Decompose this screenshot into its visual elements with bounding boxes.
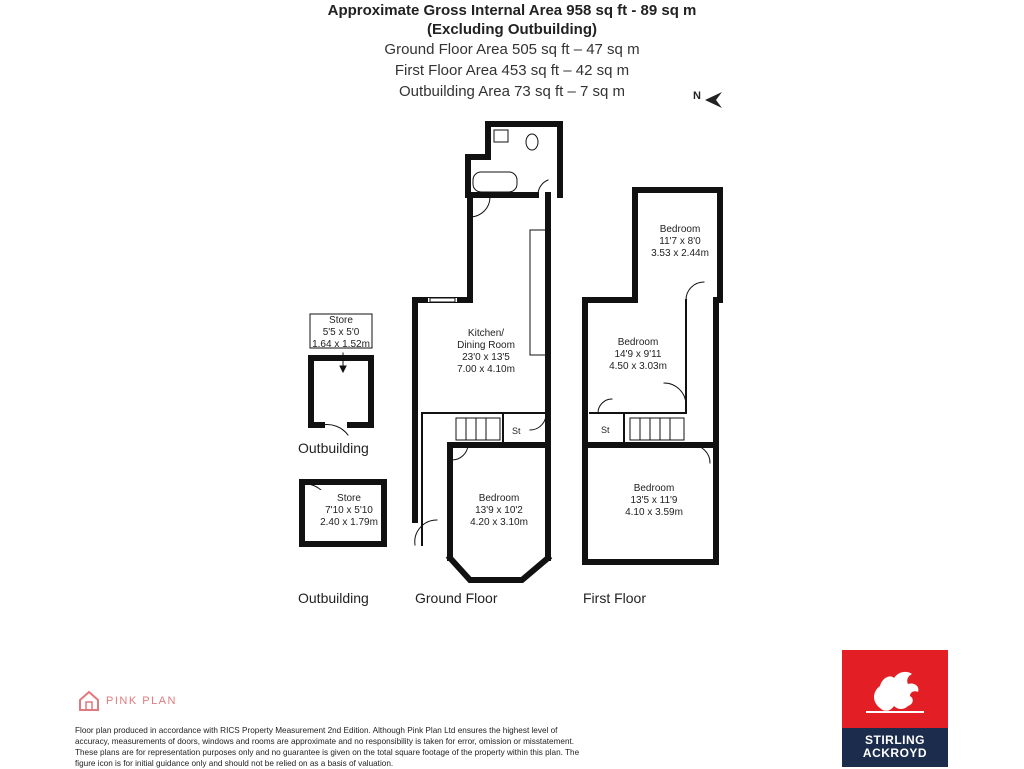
- store-2-imperial: 7'10 x 5'10: [325, 505, 373, 516]
- pink-plan-text: PINK PLAN: [106, 695, 177, 707]
- kitchen-imperial: 23'0 x 13'5: [462, 352, 510, 363]
- outbuilding-area: Outbuilding Area 73 sq ft – 7 sq m: [399, 83, 625, 100]
- ff-bedroom-front-name: Bedroom: [633, 483, 675, 494]
- gf-bedroom-imperial: 13'9 x 10'2: [475, 505, 523, 516]
- outbuilding-label-2: Outbuilding: [298, 590, 369, 606]
- store-1-imperial: 5'5 x 5'0: [322, 327, 360, 338]
- store-2-metric: 2.40 x 1.79m: [320, 517, 378, 528]
- ff-storage-label: St: [601, 425, 610, 435]
- agent-logo-name: [842, 728, 948, 767]
- pink-plan-house-icon: [78, 690, 100, 712]
- ff-bedroom-mid-label: [594, 337, 682, 373]
- ff-bedroom-front-label: [610, 483, 698, 519]
- kitchen-metric: 7.00 x 4.10m: [457, 364, 515, 375]
- first-floor-label: First Floor: [583, 590, 646, 606]
- store-1-metric: 1.64 x 1.52m: [312, 339, 370, 350]
- north-arrow-icon: [705, 92, 722, 108]
- ground-floor-label: Ground Floor: [415, 590, 498, 606]
- store-1-label: [310, 315, 372, 351]
- kitchen-dining-label: [441, 328, 531, 376]
- store-2-name: Store: [337, 493, 361, 504]
- kitchen-name-2: Dining Room: [457, 340, 515, 351]
- gf-bedroom-name: Bedroom: [478, 493, 520, 504]
- ff-bedroom-rear-metric: 3.53 x 2.44m: [651, 248, 709, 259]
- ground-floor-area: Ground Floor Area 505 sq ft – 47 sq m: [384, 41, 640, 58]
- pink-plan-logo: [78, 690, 177, 712]
- griffin-icon: [842, 650, 948, 728]
- gf-storage-label: St: [512, 426, 521, 436]
- ff-bedroom-mid-imperial: 14'9 x 9'11: [614, 349, 662, 360]
- store-1-name: Store: [329, 315, 353, 326]
- ff-bedroom-mid-metric: 4.50 x 3.03m: [609, 361, 667, 372]
- excluding-outbuilding-note: (Excluding Outbuilding): [427, 21, 597, 38]
- ff-bedroom-rear-name: Bedroom: [659, 224, 701, 235]
- ff-bedroom-front-imperial: 13'5 x 11'9: [630, 495, 678, 506]
- first-floor-area: First Floor Area 453 sq ft – 42 sq m: [394, 62, 630, 79]
- north-label: N: [693, 90, 701, 102]
- outbuilding-label-1: Outbuilding: [298, 440, 369, 456]
- gf-bedroom-label: [455, 493, 543, 529]
- agent-name-line1: STIRLING: [865, 733, 925, 747]
- gf-bedroom-metric: 4.20 x 3.10m: [470, 517, 528, 528]
- agent-name-line2: ACKROYD: [862, 746, 928, 760]
- stirling-ackroyd-logo: [842, 650, 948, 767]
- agent-logo-red-panel: [842, 650, 948, 728]
- disclaimer-text: Floor plan produced in accordance with RICS Property Measurement 2nd Edition. Although Pink Plan Ltd ensures the highest level of accuracy, measurements of doors, windows and rooms are approximate and no responsibility is taken for error, omission or misstatement. These plans are for representation purposes only and no guarantee is given on the total square footage of the property within this plan. The figure icon is for initial guidance only and should not be relied on as a basis of valuation.: [75, 726, 580, 768]
- ff-bedroom-rear-label: [640, 224, 720, 260]
- kitchen-name-1: Kitchen/: [467, 328, 505, 339]
- gross-area-title: Approximate Gross Internal Area 958 sq ft - 89 sq m: [327, 2, 697, 19]
- ff-bedroom-rear-imperial: 11'7 x 8'0: [659, 236, 701, 247]
- ff-bedroom-mid-name: Bedroom: [617, 337, 659, 348]
- store-2-label: [316, 493, 382, 529]
- ff-bedroom-front-metric: 4.10 x 3.59m: [625, 507, 683, 518]
